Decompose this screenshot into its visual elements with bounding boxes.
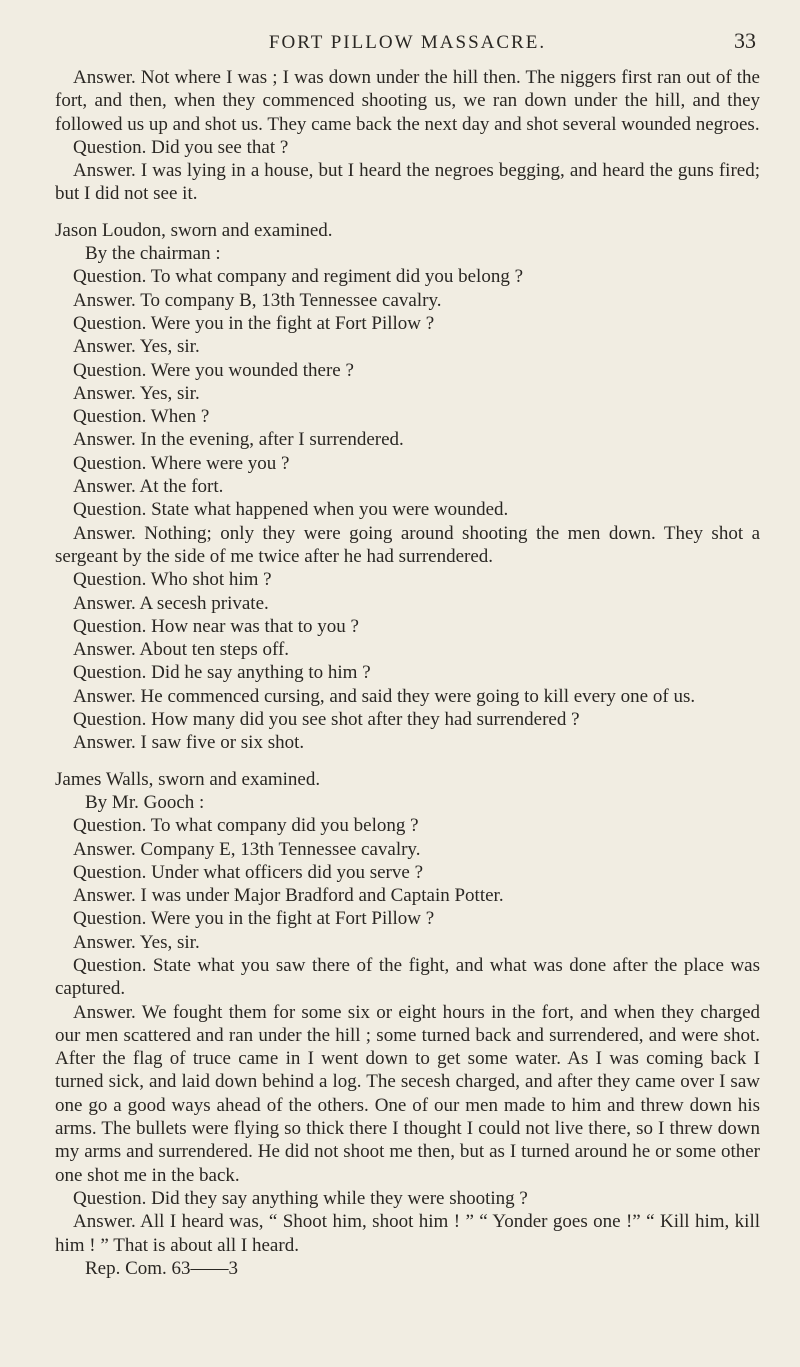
running-title: FORT PILLOW MASSACRE. — [268, 32, 547, 53]
question-paragraph: Question. To what company and regiment did you belong ? — [73, 266, 524, 288]
question-paragraph: Question. Did he say anything to him ? — [73, 662, 371, 684]
question-paragraph: Question. Under what officers did you serve ? — [73, 861, 423, 883]
question-paragraph: Question. Were you in the fight at Fort Pillow ? — [73, 312, 435, 334]
question-paragraph: Question. Where were you ? — [73, 452, 290, 474]
question-paragraph: Question. State what happened when you were wounded. — [73, 499, 509, 521]
question-paragraph: Question. Were you wounded there ? — [73, 359, 354, 381]
answer-paragraph: Answer. I was lying in a house, but I heard the negroes begging, and heard the guns fired; but I did not see it. — [55, 160, 760, 205]
body-text — [55, 66, 760, 1280]
question-paragraph: Question. How many did you see shot after they had surrendered ? — [73, 709, 580, 731]
witness-heading: Jason Loudon, sworn and examined. — [55, 219, 333, 241]
answer-paragraph: Answer. Yes, sir. — [73, 931, 200, 953]
question-paragraph: Question. How near was that to you ? — [73, 615, 359, 637]
examiner-line: By the chairman : — [85, 243, 221, 265]
answer-paragraph: Answer. Not where I was ; I was down under the hill then. The niggers first ran out of the fort, and then, when they commenced shooting us, we ran down under the hill, and they followed us up and shot us. They came back the next day and shot several wounded negroes. — [55, 67, 760, 135]
question-paragraph: Question. State what you saw there of the fight, and what was done after the place was captured. — [55, 954, 760, 1000]
question-paragraph: Question. Were you in the fight at Fort Pillow ? — [73, 908, 435, 930]
page-header — [55, 24, 760, 54]
answer-paragraph: Answer. In the evening, after I surrendered. — [73, 429, 404, 451]
answer-paragraph: Answer. About ten steps off. — [73, 639, 290, 661]
question-paragraph: Question. Did you see that ? — [73, 136, 289, 158]
question-paragraph: Question. Did they say anything while they were shooting ? — [73, 1187, 528, 1209]
answer-paragraph: Answer. At the fort. — [73, 476, 224, 498]
signature-mark: Rep. Com. 63——3 — [85, 1257, 239, 1279]
answer-paragraph: Answer. Nothing; only they were going around shooting the men down. They shot a sergeant by the side of me twice after he had surrendered. — [55, 522, 760, 567]
answer-paragraph: Answer. A secesh private. — [73, 592, 269, 614]
question-paragraph: Question. Who shot him ? — [73, 569, 272, 591]
answer-paragraph: Answer. He commenced cursing, and said they were going to kill every one of us. — [73, 685, 696, 707]
answer-paragraph: Answer. I saw five or six shot. — [73, 732, 305, 754]
examiner-line: By Mr. Gooch : — [85, 791, 205, 813]
answer-paragraph: Answer. Yes, sir. — [73, 336, 200, 358]
page-number: 33 — [734, 28, 756, 53]
answer-paragraph: Answer. Company E, 13th Tennessee cavalry. — [73, 838, 421, 860]
answer-paragraph: Answer. All I heard was, “ Shoot him, shoot him ! ” “ Yonder goes one !” “ Kill him, kill him ! ” That is about all I heard. — [55, 1211, 760, 1256]
question-paragraph: Question. When ? — [73, 406, 210, 428]
answer-paragraph: Answer. To company B, 13th Tennessee cavalry. — [73, 289, 442, 311]
witness-heading: James Walls, sworn and examined. — [55, 768, 321, 790]
answer-paragraph: Answer. We fought them for some six or eight hours in the fort, and when they charged our men scattered and ran under the hill ; some turned back and surrendered, and were shot. After the flag of truce came in I went down to get some water. As I was coming back I turned sick, and laid down behind a log. The secesh charged, and after they came over I saw one go a good ways ahead of the others. One of our men made to him and threw down his arms. The bullets were flying so thick there I thought I could not live there, so I threw down my arms and surrendered. He did not shoot me then, but as I turned around he or some other one shot me in the back. — [55, 1001, 760, 1186]
question-paragraph: Question. To what company did you belong ? — [73, 815, 419, 837]
answer-paragraph: Answer. Yes, sir. — [73, 382, 200, 404]
answer-paragraph: Answer. I was under Major Bradford and Captain Potter. — [73, 885, 504, 907]
